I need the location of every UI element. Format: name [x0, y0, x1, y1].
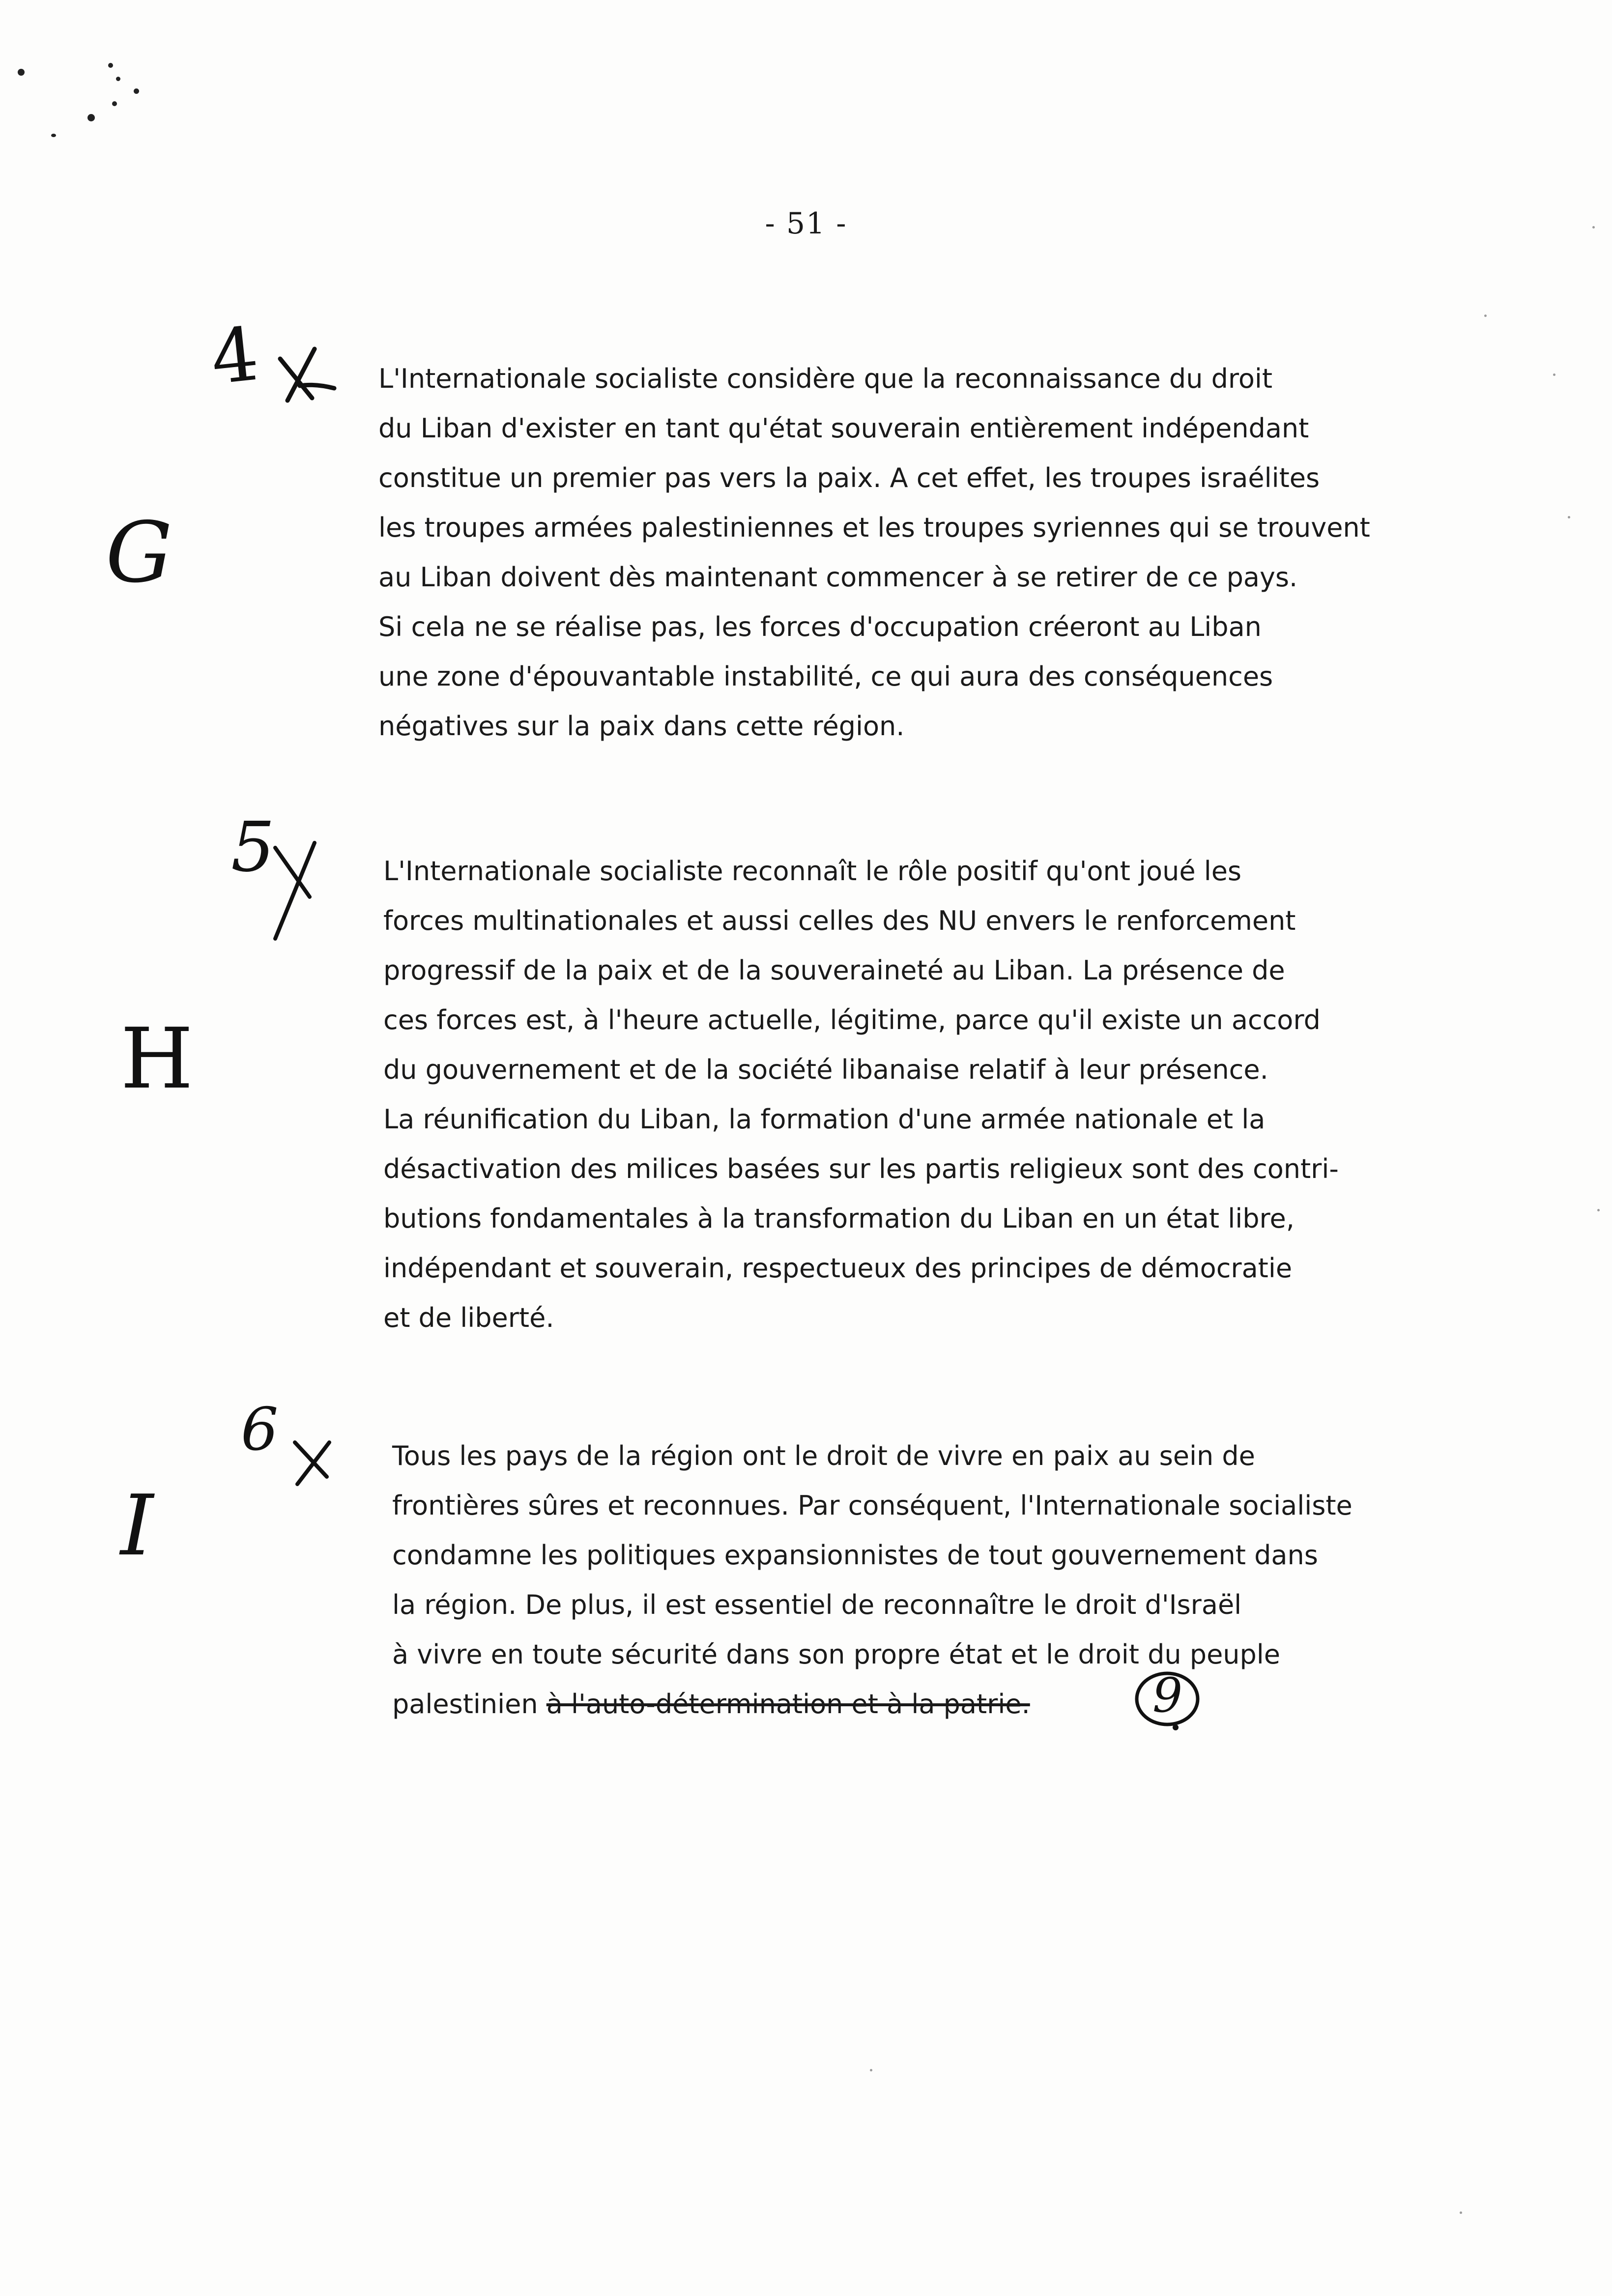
scan-speck: [112, 101, 117, 106]
scan-speck: [87, 114, 95, 121]
text-line: et de liberté.: [383, 1302, 554, 1333]
scan-speck: [18, 69, 25, 76]
text-line: une zone d'épouvantable instabilité, ce qui aura des conséquences: [378, 661, 1273, 692]
paragraph-1: [378, 354, 1370, 751]
text-line: Tous les pays de la région ont le droit de vivre en paix au sein de: [392, 1440, 1255, 1471]
scan-speck: [870, 2069, 872, 2071]
scan-speck: [108, 63, 113, 68]
handwritten-cross-mark: [268, 838, 327, 941]
text-line: indépendant et souverain, respectueux des principes de démocratie: [383, 1253, 1293, 1284]
text-line-plain: palestinien: [392, 1689, 547, 1720]
handwritten-section-letter: H: [120, 1010, 194, 1108]
paragraph-3: [392, 1431, 1353, 1729]
text-line: au Liban doivent dès maintenant commencer à se retirer de ce pays.: [378, 562, 1298, 593]
scan-speck: [116, 77, 120, 81]
text-line: frontières sûres et reconnues. Par conséquent, l'Internationale socialiste: [392, 1490, 1353, 1521]
text-line: négatives sur la paix dans cette région.: [378, 711, 905, 742]
text-line: du gouvernement et de la société libanaise relatif à leur présence.: [383, 1054, 1268, 1085]
scan-speck: [1568, 516, 1570, 518]
scan-speck: [134, 88, 139, 94]
text-line: à vivre en toute sécurité dans son propre état et le droit du peuple: [392, 1639, 1281, 1670]
handwritten-cross-mark: [265, 339, 339, 413]
paragraph-2: [383, 846, 1339, 1343]
struck-through-text: à l'auto-détermination et à la patrie.: [546, 1689, 1030, 1720]
text-line: ces forces est, à l'heure actuelle, légitime, parce qu'il existe un accord: [383, 1004, 1321, 1035]
text-line: L'Internationale socialiste considère que la reconnaissance du droit: [378, 363, 1273, 394]
handwritten-cross-mark: [288, 1435, 342, 1489]
handwritten-section-letter: G: [106, 504, 173, 602]
text-line: L'Internationale socialiste reconnaît le rôle positif qu'ont joué les: [383, 856, 1242, 887]
text-line: [392, 1679, 1353, 1729]
scan-speck: [1460, 2211, 1462, 2214]
text-line: butions fondamentales à la transformation du Liban en un état libre,: [383, 1203, 1295, 1234]
handwritten-number: 6: [241, 1396, 279, 1464]
circled-note-number: 9: [1152, 1668, 1183, 1723]
scan-speck: [51, 134, 56, 137]
text-line: progressif de la paix et de la souveraineté au Liban. La présence de: [383, 955, 1285, 986]
scan-speck: [1484, 315, 1487, 317]
text-line: les troupes armées palestiniennes et les troupes syriennes qui se trouvent: [378, 512, 1370, 543]
text-line: constitue un premier pas vers la paix. A cet effet, les troupes israélites: [378, 462, 1320, 493]
scan-speck: [1597, 1209, 1600, 1211]
text-line: condamne les politiques expansionnistes de tout gouvernement dans: [392, 1540, 1318, 1571]
page-number: - 51 -: [765, 206, 847, 241]
text-line: Si cela ne se réalise pas, les forces d'occupation créeront au Liban: [378, 611, 1262, 642]
handwritten-section-letter: I: [120, 1477, 154, 1575]
handwritten-number: 5: [231, 807, 275, 888]
scan-speck: [1553, 373, 1555, 376]
text-line: du Liban d'exister en tant qu'état souverain entièrement indépendant: [378, 413, 1309, 444]
text-line: forces multinationales et aussi celles des NU envers le renforcement: [383, 905, 1296, 936]
text-line: désactivation des milices basées sur les partis religieux sont des contri-: [383, 1153, 1339, 1184]
handwritten-number: 4: [207, 311, 263, 402]
text-line: la région. De plus, il est essentiel de reconnaître le droit d'Israël: [392, 1589, 1242, 1620]
text-line: La réunification du Liban, la formation d'une armée nationale et la: [383, 1104, 1266, 1135]
